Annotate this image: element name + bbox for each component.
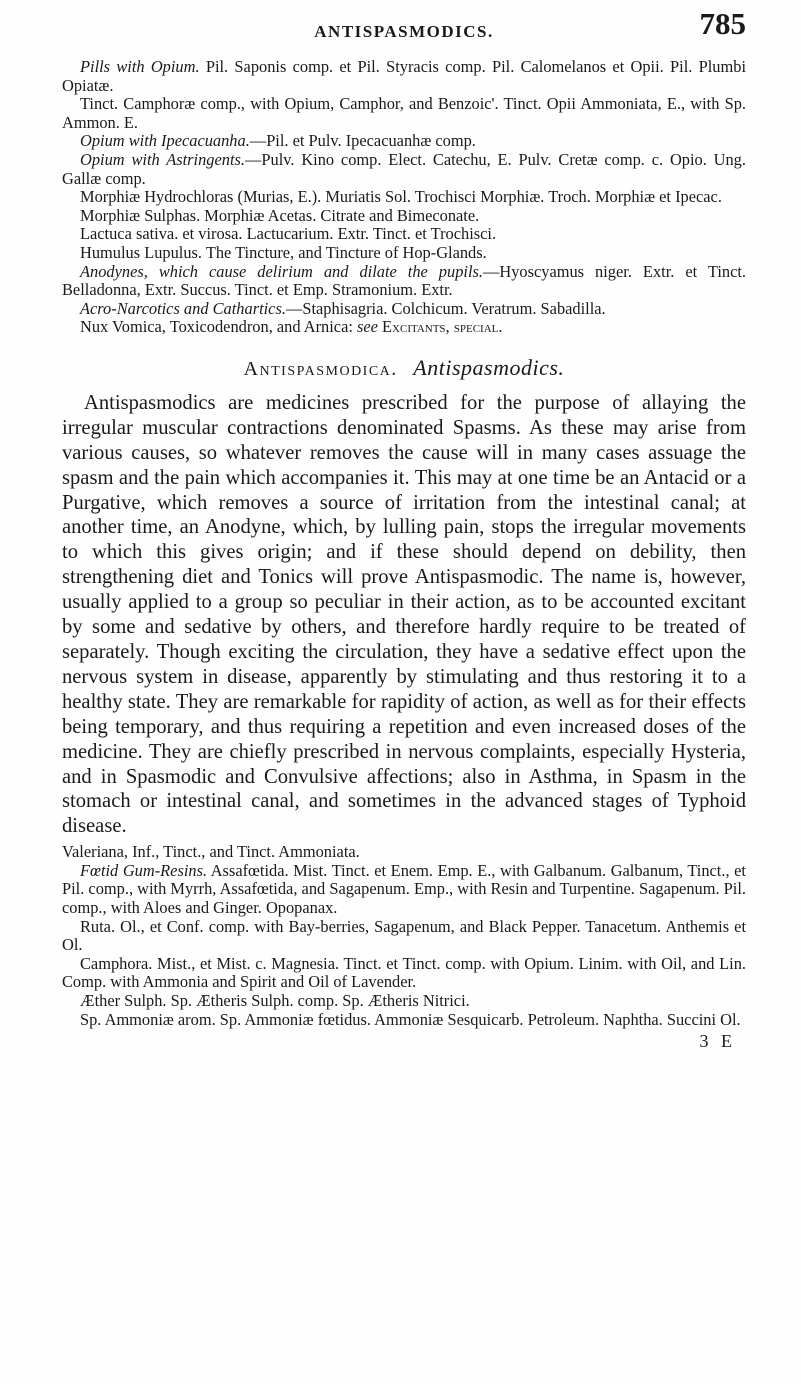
list-item: Anodynes, which cause delirium and dilate the pupils.—Hyoscyamus niger. Extr. et Tinct. Belladonna, Extr. Succus. Tinct. et Emp. Stramonium. Extr. bbox=[62, 261, 746, 300]
antispasmodic-preparations-list bbox=[62, 843, 746, 1029]
section-title-latin: Antispasmodica. bbox=[243, 357, 398, 380]
list-item: Humulus Lupulus. The Tincture, and Tincture of Hop-Glands. bbox=[80, 242, 487, 262]
printer-signature-mark: 3 E bbox=[699, 1031, 736, 1052]
list-item: Pills with Opium. Pil. Saponis comp. et Pil. Styracis comp. Pil. Calomelanos et Opii. Pil. Plumbi Opiatæ. bbox=[62, 57, 746, 95]
list-item: Camphora. Mist., et Mist. c. Magnesia. Tinct. et Tinct. comp. with Opium. Linim. with Oil, and Lin. Comp. with Ammonia and Spirit and Oil of Lavender. bbox=[62, 953, 746, 992]
list-item: Tinct. Camphoræ comp., with Opium, Camphor, and Benzoic'. Tinct. Opii Ammoniata, E., with Sp. Ammon. E. bbox=[62, 94, 746, 132]
page-number: 785 bbox=[699, 6, 746, 41]
list-item: Sp. Ammoniæ arom. Sp. Ammoniæ fœtidus. Ammoniæ Sesquicarb. Petroleum. Naphtha. Succini Ol. bbox=[80, 1009, 741, 1029]
list-item: Morphiæ Hydrochloras (Murias, E.). Muriatis Sol. Trochisci Morphiæ. Troch. Morphiæ et Ipecac. bbox=[80, 187, 722, 207]
page-header bbox=[62, 0, 746, 58]
list-item: Morphiæ Sulphas. Morphiæ Acetas. Citrate and Bimeconate. bbox=[80, 205, 480, 225]
list-item: Lactuca sativa. et virosa. Lactucarium. Extr. Tinct. et Trochisci. bbox=[80, 224, 497, 244]
body-paragraph: Antispasmodics are medicines prescribed for the purpose of allaying the irregular muscular contractions denominated Spasms. As these may arise from various causes, so whatever removes the cause will in many cases assuage the spasm and the pain which accompanies it. This may at one time be an Antacid or a Purgative, which removes a source of irritation from the intestinal canal; at another time, an Anodyne, which, by lulling pain, stops the irregular movements to which this gives origin; and if these should depend on debility, then strengthening diet and Tonics will prove Antispasmodic. The name is, however, usually applied to a group so peculiar in their action, as to be accounted excitant by some and sedative by others, and therefore hardly require to be treated of separately. Though exciting the circulation, they have a sedative effect upon the nervous system in disease, apparently by stimulating and thus restoring it to a healthy state. They are remarkable for rapidity of action, as well as for their effects being temporary, and thus requiring a repetition and even increased doses of the medicine. They are chiefly prescribed in nervous complaints, especially Hysteria, and in Spasmodic and Convulsive affections; also in Asthma, in Spasm in the stomach or intestinal canal, and sometimes in the advanced stages of Typhoid disease. bbox=[62, 391, 746, 838]
list-item: Fœtid Gum-Resins. Assafœtida. Mist. Tinct. et Enem. Emp. E., with Galbanum. Galbanum, Tinct., et Pil. comp., with Myrrh, Assafœtida, and Sagapenum. Emp., with Resin and Turpentine. Sagapenum. Pil. comp., with Aloes and Ginger. Opopanax. bbox=[62, 860, 746, 917]
running-title: ANTISPASMODICS. bbox=[314, 22, 494, 41]
list-item: Acro-Narcotics and Cathartics.—Staphisagria. Colchicum. Veratrum. Sabadilla. bbox=[80, 298, 606, 318]
list-item: Æther Sulph. Sp. Ætheris Sulph. comp. Sp. Ætheris Nitrici. bbox=[80, 990, 470, 1010]
list-item: Opium with Astringents.—Pulv. Kino comp. Elect. Catechu, E. Pulv. Cretæ comp. c. Opio. Ung. Gallæ comp. bbox=[62, 149, 746, 188]
opiate-preparations-list bbox=[62, 58, 746, 337]
section-title-english: Antispasmodics. bbox=[413, 354, 565, 380]
body-paragraph-block bbox=[62, 391, 746, 839]
list-item: Valeriana, Inf., Tinct., and Tinct. Ammoniata. bbox=[62, 842, 360, 862]
list-item: Ruta. Ol., et Conf. comp. with Bay-berries, Sagapenum, and Black Pepper. Tanacetum. Anthemis et Ol. bbox=[62, 916, 746, 955]
section-heading bbox=[62, 355, 746, 381]
list-item: Nux Vomica, Toxicodendron, and Arnica: see Excitants, special. bbox=[80, 317, 503, 337]
list-item: Opium with Ipecacuanha.—Pil. et Pulv. Ipecacuanhæ comp. bbox=[80, 131, 476, 151]
